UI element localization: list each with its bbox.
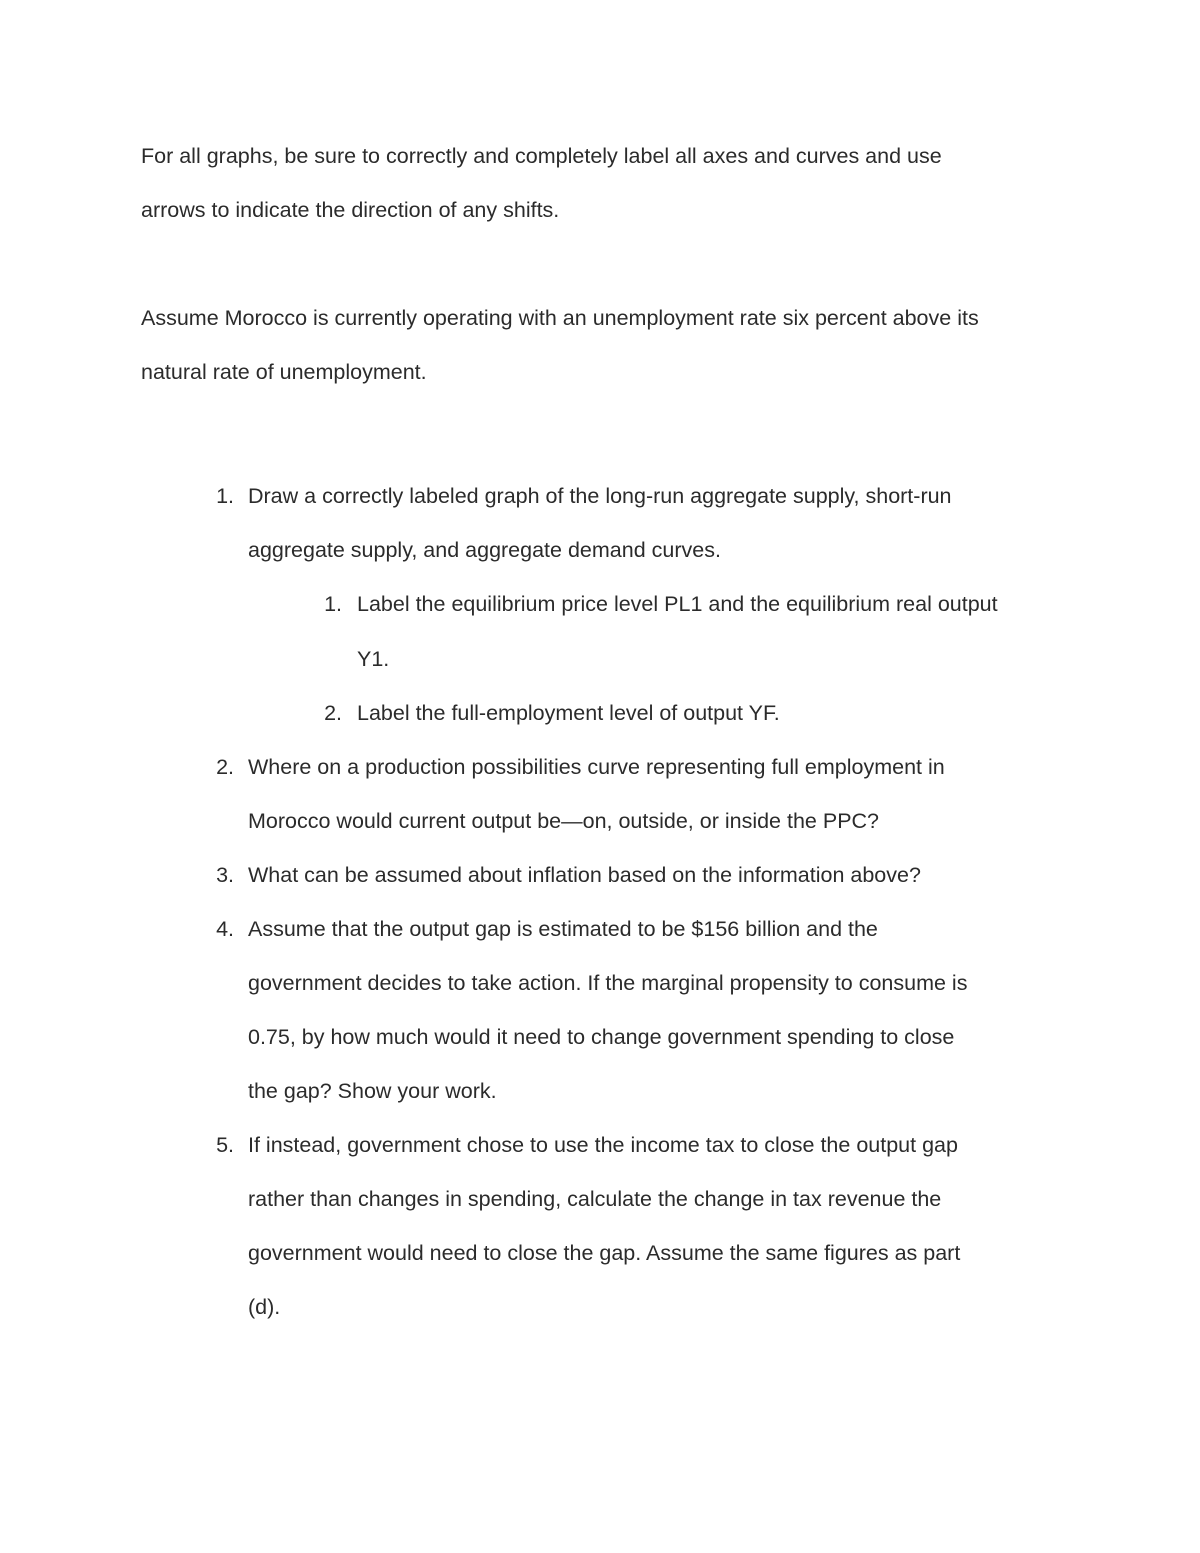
question-text-line: Morocco would current output be—on, outside, or inside the PPC? — [248, 809, 880, 833]
question-text-line: 0.75, by how much would it need to change government spending to close — [248, 1025, 955, 1049]
subquestion-text-line: Label the equilibrium price level PL1 and the equilibrium real output — [357, 592, 998, 616]
question-text-line: government decides to take action. If the marginal propensity to consume is — [248, 971, 968, 995]
assumption-line-1: Assume Morocco is currently operating with an unemployment rate six percent above its — [141, 306, 979, 330]
intro-line-1: For all graphs, be sure to correctly and completely label all axes and curves and use — [141, 144, 942, 168]
question-number: 1. — [216, 484, 234, 508]
subquestion-text-line: Y1. — [357, 647, 390, 671]
question-text-line: Draw a correctly labeled graph of the long-run aggregate supply, short-run — [248, 484, 952, 508]
subquestion-number: 1. — [324, 592, 342, 616]
question-text-line: rather than changes in spending, calculate the change in tax revenue the — [248, 1187, 942, 1211]
question-text-line: government would need to close the gap. Assume the same figures as part — [248, 1241, 961, 1265]
assumption-line-2: natural rate of unemployment. — [141, 360, 427, 384]
question-text-line: Assume that the output gap is estimated to be $156 billion and the — [248, 917, 878, 941]
question-number: 4. — [216, 917, 234, 941]
question-text-line: If instead, government chose to use the income tax to close the output gap — [248, 1133, 958, 1157]
subquestion-number: 2. — [324, 701, 342, 725]
question-number: 3. — [216, 863, 234, 887]
question-number: 5. — [216, 1133, 234, 1157]
question-text-line: (d). — [248, 1295, 281, 1319]
question-text-line: aggregate supply, and aggregate demand curves. — [248, 538, 721, 562]
question-number: 2. — [216, 755, 234, 779]
question-text-line: Where on a production possibilities curve representing full employment in — [248, 755, 945, 779]
question-text-line: the gap? Show your work. — [248, 1079, 497, 1103]
intro-line-2: arrows to indicate the direction of any shifts. — [141, 198, 560, 222]
question-text-line: What can be assumed about inflation based on the information above? — [248, 863, 921, 887]
subquestion-text-line: Label the full-employment level of output YF. — [357, 701, 780, 725]
